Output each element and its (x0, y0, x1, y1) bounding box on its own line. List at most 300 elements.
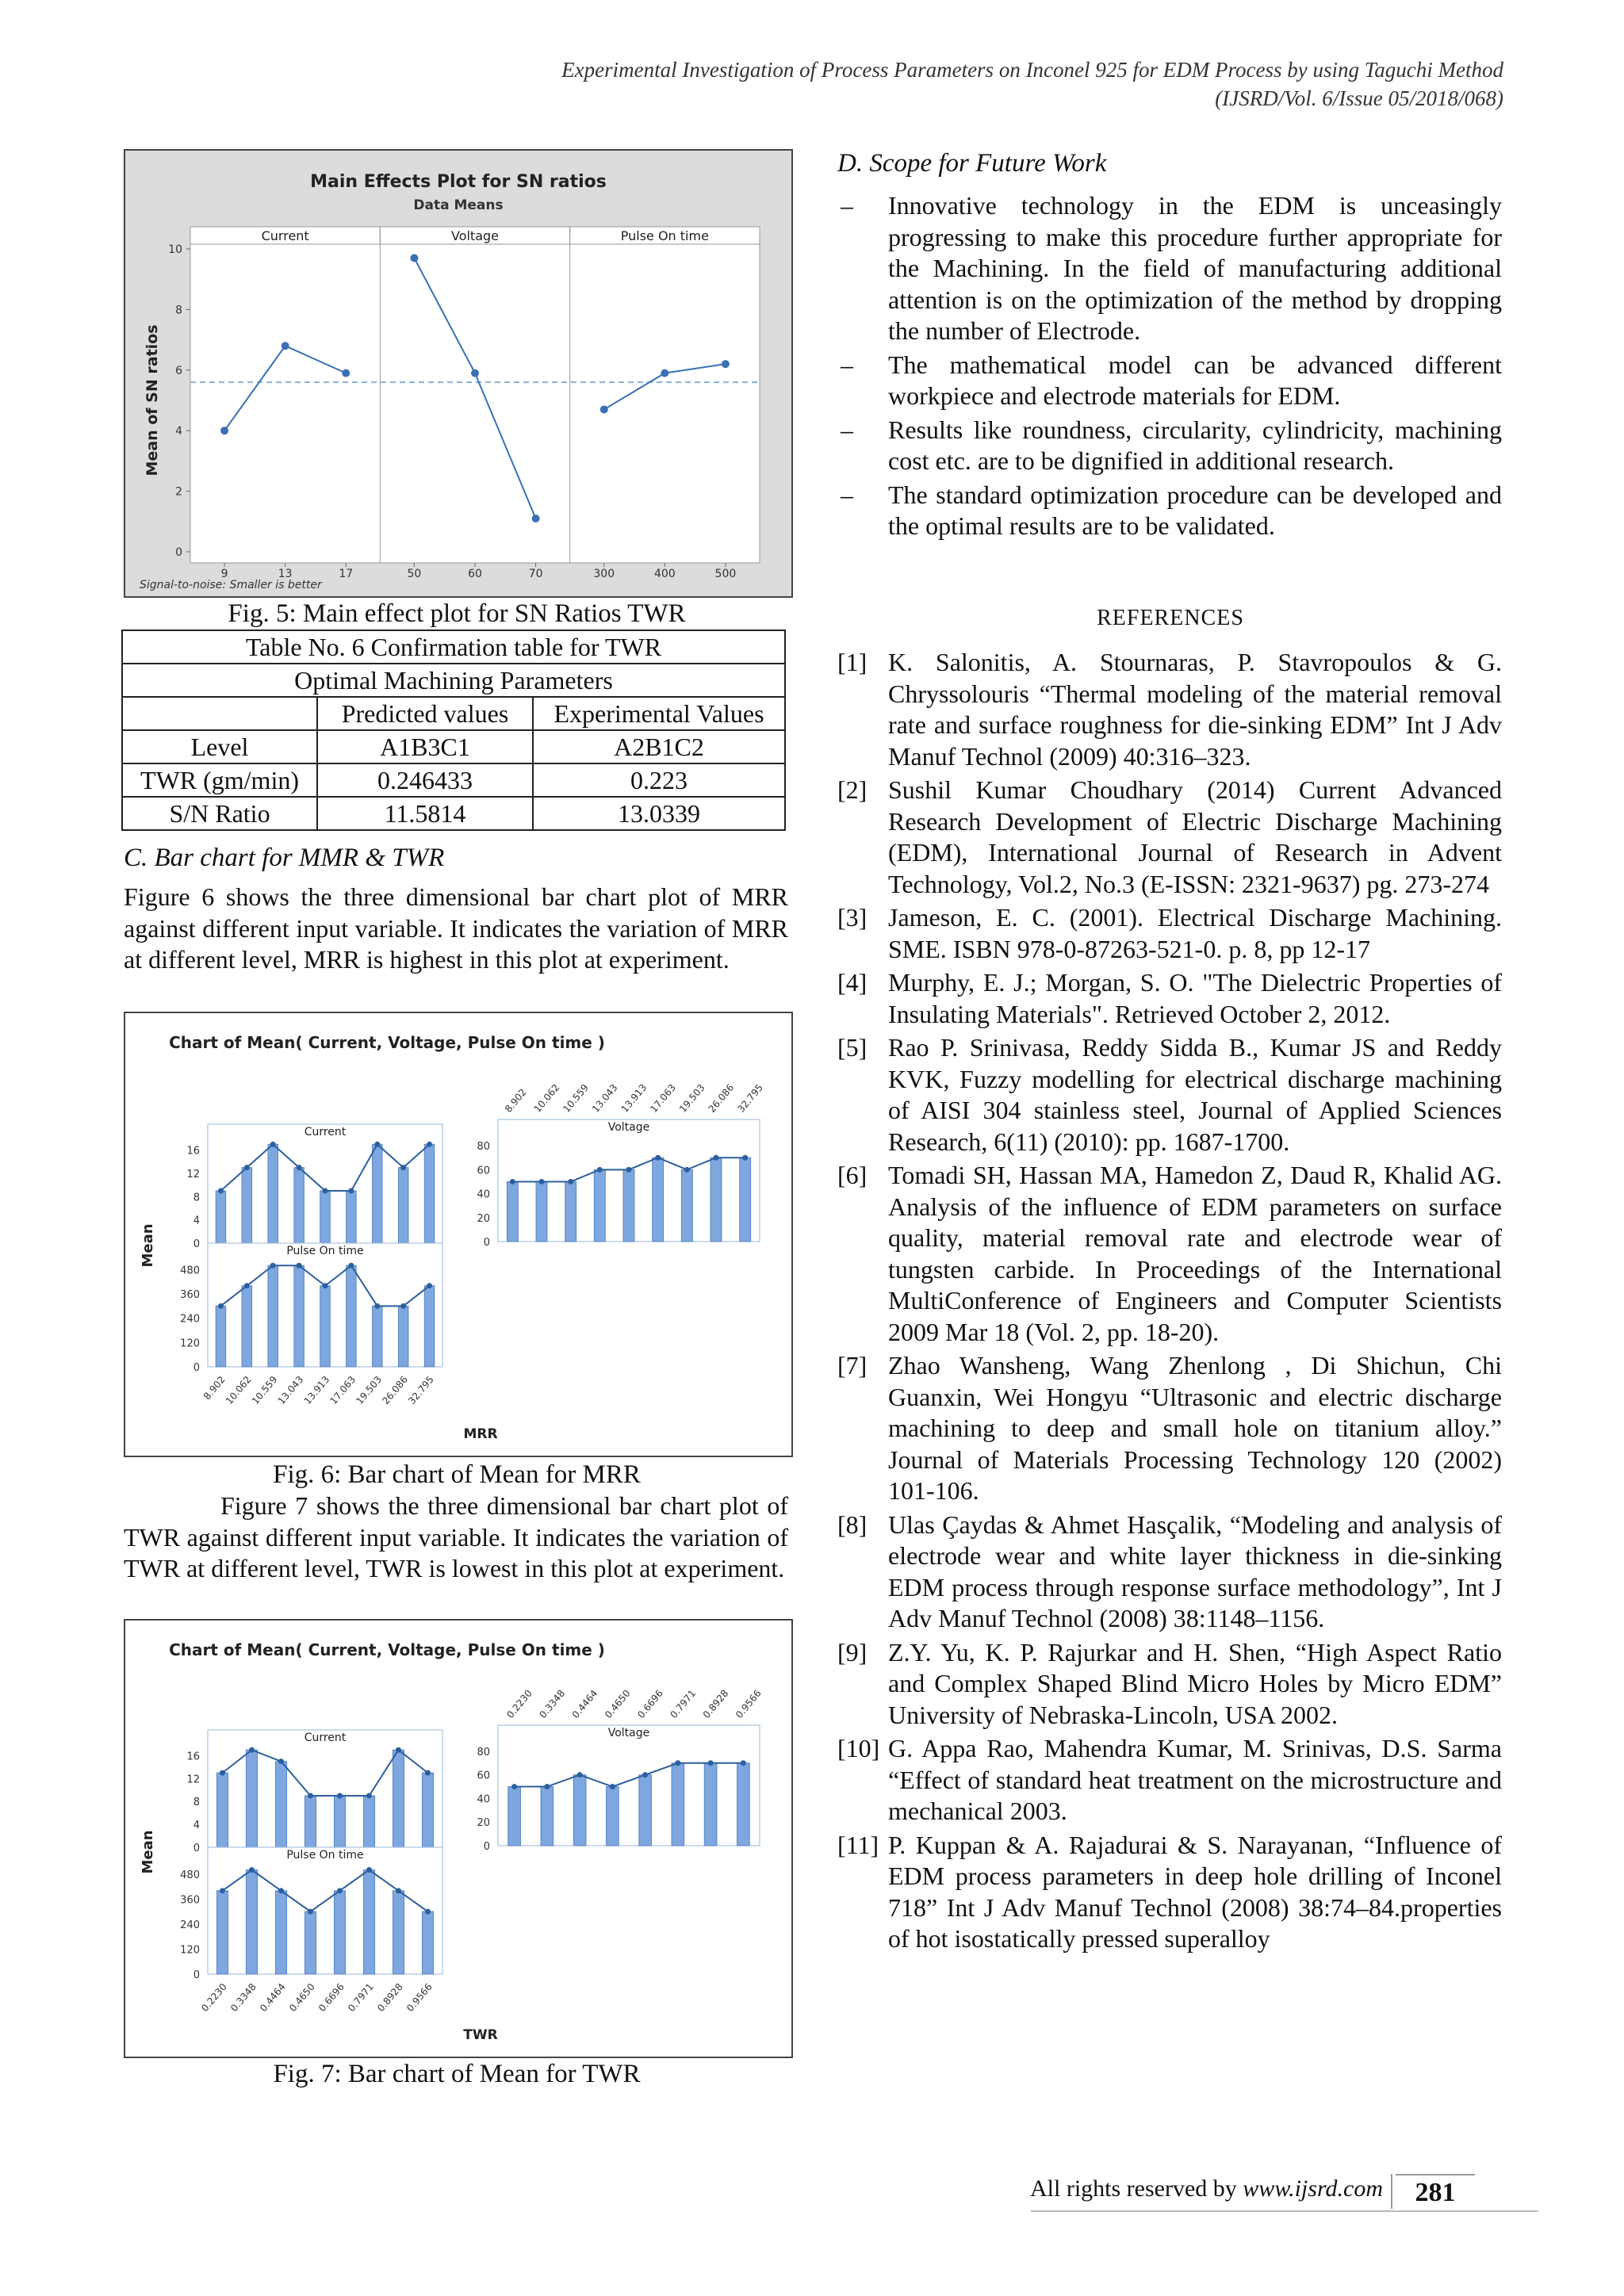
reference-text: Jameson, E. C. (2001). Electrical Discharge Machining. SME. ISBN 978-0-87263-521-0. p. 8, pp 12-17 (888, 903, 1502, 963)
y-tick-label: 2 (175, 485, 182, 499)
data-point (337, 1793, 343, 1799)
bar (275, 1891, 286, 1974)
y-tick-label: 80 (477, 1746, 490, 1758)
bar (639, 1775, 652, 1846)
y-tick-label: 16 (186, 1145, 200, 1158)
main-effects-plot (125, 151, 791, 596)
data-point (511, 1784, 517, 1789)
data-point (244, 1165, 250, 1170)
data-point (597, 1167, 603, 1173)
y-tick-label: 40 (477, 1188, 490, 1201)
x-tick-label: 19.503 (354, 1373, 385, 1407)
reference-text: P. Kuppan & A. Rajadurai & S. Narayanan, “Influence of EDM process parameters in deep hole drilling of Inconel 718” Int J Adv Manuf Technol (2008) 38:74–84.properties of hot isostatically pressed superalloy (888, 1830, 1502, 1953)
reference-text: Ulas Çaydas & Ahmet Hasçalik, “Modeling and analysis of electrode wear and white layer thickness in die-sinking EDM process through response surface methodology”, Int J Adv Manuf Technol (2008) 38:1148–1156. (888, 1510, 1502, 1632)
panel-label-current: Current (261, 228, 309, 243)
reference-number: [7] (837, 1351, 868, 1380)
data-point (297, 1165, 302, 1170)
data-point (308, 1793, 313, 1799)
reference-item (837, 1032, 1502, 1158)
data-point (323, 1188, 328, 1194)
bar (294, 1168, 304, 1243)
bar (216, 1891, 228, 1974)
x-tick-label: 17.063 (327, 1373, 358, 1407)
data-point (722, 360, 730, 368)
reference-item (837, 775, 1502, 900)
bar (422, 1773, 433, 1847)
reference-item (837, 1350, 1502, 1507)
reference-text: Zhao Wansheng, Wang Zhenlong , Di Shichun, Chi Guanxin, Wei Hongyu “Ultrasonic and electric discharge machining to deep and small hole on titanium alloy.” Journal of Materials Processing Technology 120 (2002) 101-106. (888, 1351, 1502, 1505)
x-tick-label-top: 10.559 (561, 1081, 591, 1115)
table-6 (121, 629, 786, 831)
reference-text: K. Salonitis, A. Stournaras, P. Stavropoulos & G. Chryssolouris “Thermal modeling of the material removal rate and surface roughness for die-sinking EDM” Int J Adv Manuf Technol (2009) 40:316–323. (888, 648, 1502, 771)
data-point (348, 1263, 354, 1269)
data-point (218, 1188, 224, 1194)
reference-text: G. Appa Rao, Mahendra Kumar, M. Srinivas, D.S. Sarma “Effect of standard heat treatment on the microstructure and mechanical 2003. (888, 1734, 1502, 1825)
x-tick-label-top: 0.3348 (537, 1687, 568, 1720)
data-point (297, 1263, 302, 1269)
data-point (427, 1142, 432, 1147)
y-tick-label: 0 (193, 1238, 200, 1250)
data-point (374, 1303, 380, 1309)
reference-text: Tomadi SH, Hassan MA, Hamedon Z, Daud R, Khalid AG. Analysis of the influence of EDM parameters on surface quality, material removal rate and electrode wear of tungsten carbide. In Proceedings of the International MultiConference of Engineers and Computer Scientists 2009 Mar 18 (Vol. 2, pp. 18-20). (888, 1161, 1502, 1346)
dash-marker: – (841, 415, 853, 444)
data-point (308, 1909, 313, 1915)
reference-item (837, 967, 1502, 1030)
data-point (684, 1167, 690, 1173)
x-tick-label-top: 10.062 (531, 1081, 562, 1115)
data-point (742, 1155, 748, 1161)
table-row (122, 763, 785, 797)
bar (424, 1286, 434, 1367)
data-point (655, 1155, 661, 1161)
list-item-text: The mathematical model can be advanced different workpiece and electrode materials for EDM. (888, 350, 1502, 410)
reference-item (837, 1160, 1502, 1348)
header-volume: (IJSRD/Vol. 6/Issue 05/2018/068) (1215, 86, 1503, 110)
x-tick-label: 10.062 (223, 1373, 254, 1407)
data-point (425, 1909, 431, 1915)
section-d-heading: D. Scope for Future Work (837, 149, 1107, 178)
y-tick-label: 80 (477, 1141, 490, 1154)
data-point (400, 1165, 406, 1170)
data-point (675, 1760, 680, 1766)
bar (594, 1169, 605, 1242)
bar (573, 1775, 586, 1846)
data-point (220, 1888, 225, 1893)
bar (294, 1265, 304, 1367)
bar (398, 1168, 408, 1243)
data-point (396, 1747, 401, 1753)
y-tick-label: 480 (180, 1265, 200, 1277)
chart-title: Chart of Mean( Current, Voltage, Pulse On time ) (169, 1640, 605, 1659)
list-item (837, 190, 1502, 347)
bar (347, 1191, 356, 1243)
x-tick-label-top: 0.7971 (668, 1687, 699, 1720)
bar (541, 1787, 553, 1846)
bar (242, 1286, 251, 1367)
data-point (539, 1179, 545, 1184)
reference-number: [8] (837, 1510, 868, 1539)
table-header-blank (122, 697, 317, 730)
figure-6 (124, 1012, 793, 1457)
reference-number: [1] (837, 648, 868, 676)
data-point (510, 1179, 515, 1184)
x-tick-label: 0.4464 (258, 1980, 288, 2015)
bar (216, 1773, 228, 1847)
data-point (282, 342, 289, 350)
y-tick-label: 0 (193, 1969, 200, 1981)
bar (320, 1286, 330, 1367)
chart-title: Chart of Mean( Current, Voltage, Pulse On time ) (169, 1033, 605, 1052)
dash-marker: – (841, 191, 853, 220)
list-item (837, 415, 1502, 477)
running-header (508, 55, 1503, 113)
x-tick-label: 10.559 (249, 1373, 280, 1407)
y-tick-label: 12 (186, 1774, 200, 1786)
y-tick-label: 40 (477, 1793, 490, 1806)
data-point (532, 515, 540, 522)
data-point (366, 1793, 372, 1799)
y-tick-label: 480 (180, 1869, 200, 1881)
x-tick-label-top: 8.902 (502, 1086, 529, 1115)
bar (373, 1306, 382, 1367)
x-tick-label: 0.9566 (404, 1980, 435, 2015)
references-list (837, 647, 1502, 1957)
y-tick-label: 8 (193, 1797, 200, 1809)
list-item-text: Innovative technology in the EDM is unceasingly progressing to make this procedure further appropriate for the Machining. In the field of manufacturing additional attention is on the optimization of the method by dropping the number of Electrode. (888, 191, 1502, 345)
table-row (122, 730, 785, 763)
y-tick-label: 120 (180, 1337, 200, 1350)
x-tick-label-top: 0.9566 (733, 1687, 764, 1720)
y-tick-label: 0 (483, 1237, 490, 1249)
y-tick-label: 0 (193, 1362, 200, 1374)
reference-item (837, 1510, 1502, 1635)
table-cell: 0.246433 (317, 763, 533, 797)
y-tick-label: 360 (180, 1894, 200, 1907)
reference-number: [11] (837, 1830, 879, 1859)
table-subtitle: Optimal Machining Parameters (122, 664, 785, 697)
data-point (374, 1142, 380, 1147)
footer-divider (1391, 2174, 1392, 2209)
table-cell: 13.0339 (533, 797, 785, 830)
bar (347, 1265, 356, 1367)
table-title: Table No. 6 Confirmation table for TWR (122, 630, 785, 664)
x-tick-label: 26.086 (380, 1373, 410, 1407)
data-point (220, 1770, 225, 1776)
y-tick-label: 4 (193, 1215, 200, 1227)
reference-item (837, 1830, 1502, 1955)
x-tick-label: 0.2230 (199, 1980, 229, 2015)
reference-text: Rao P. Srinivasa, Reddy Sidda B., Kumar JS and Reddy KVK, Fuzzy modelling for electrical discharge machining of AISI 304 stainless steel, Journal of Applied Sciences Research, 6(11) (2010): pp. 1687-1700. (888, 1033, 1502, 1156)
bar (268, 1144, 278, 1243)
panel-label-pulse-on-time: Pulse On time (620, 228, 709, 243)
x-tick-label: 500 (714, 568, 737, 580)
x-tick-label: 60 (468, 568, 482, 580)
bar (710, 1158, 722, 1242)
data-point (278, 1888, 284, 1893)
data-point (249, 1867, 255, 1873)
data-point (568, 1179, 573, 1184)
data-point (610, 1784, 615, 1789)
figure-7-caption: Fig. 7: Bar chart of Mean for TWR (273, 2060, 641, 2088)
data-point (425, 1770, 431, 1776)
dash-marker: – (841, 480, 853, 509)
bar (507, 1181, 518, 1242)
x-tick-label-top: 0.8928 (700, 1687, 731, 1720)
bar (334, 1796, 345, 1847)
x-tick-label: 70 (528, 568, 543, 580)
data-point (342, 369, 350, 377)
reference-number: [4] (837, 968, 868, 997)
reference-number: [3] (837, 903, 868, 932)
y-tick-label: 12 (186, 1169, 200, 1181)
y-tick-label: 360 (180, 1289, 200, 1301)
chart-subtitle: Data Means (413, 197, 504, 213)
table-cell: TWR (gm/min) (122, 763, 317, 797)
bar (246, 1750, 257, 1847)
bar (653, 1158, 664, 1242)
bar (672, 1763, 684, 1846)
x-tick-label: 32.795 (406, 1373, 436, 1407)
bar (393, 1891, 404, 1974)
data-point (270, 1263, 276, 1269)
data-point (741, 1760, 746, 1766)
reference-item (837, 902, 1502, 965)
y-tick-label: 240 (180, 1919, 200, 1931)
x-tick-label-top: 19.503 (676, 1081, 707, 1115)
y-tick-label: 10 (168, 243, 182, 256)
reference-item (837, 647, 1502, 772)
panel-label-current: Current (304, 1126, 347, 1138)
bar (275, 1762, 286, 1847)
bar (304, 1911, 316, 1974)
bar (704, 1763, 717, 1846)
bar (424, 1144, 434, 1243)
figure-6-caption: Fig. 6: Bar chart of Mean for MRR (273, 1460, 641, 1489)
figure-7 (124, 1619, 793, 2058)
x-tick-label-top: 13.043 (589, 1081, 620, 1115)
section-c-heading: C. Bar chart for MMR & TWR (124, 844, 445, 872)
chart-title: Main Effects Plot for SN ratios (310, 172, 607, 192)
data-point (626, 1167, 632, 1173)
bar-chart-mrr (125, 1013, 791, 1456)
x-tick-label: 13.913 (301, 1373, 332, 1407)
x-tick-label-top: 26.086 (706, 1081, 737, 1115)
y-tick-label: 120 (180, 1944, 200, 1957)
data-point (600, 405, 608, 413)
bar (607, 1787, 619, 1846)
bar (681, 1169, 692, 1242)
y-tick-label: 0 (175, 546, 182, 559)
data-point (471, 369, 479, 377)
x-tick-label-top: 0.6696 (635, 1687, 665, 1720)
panel-label-voltage: Voltage (607, 1727, 650, 1739)
x-tick-label: 50 (407, 568, 422, 580)
data-point (400, 1303, 406, 1309)
reference-number: [2] (837, 775, 868, 804)
bar (334, 1891, 345, 1974)
data-point (348, 1188, 354, 1194)
x-tick-label: 300 (593, 568, 615, 580)
page-number: 281 (1396, 2174, 1475, 2210)
plot-area (190, 227, 760, 563)
bar (740, 1158, 751, 1242)
y-axis-label: Mean (140, 1223, 156, 1268)
y-tick-label: 8 (193, 1192, 200, 1204)
footer-rule (1031, 2210, 1538, 2212)
y-tick-label: 16 (186, 1751, 200, 1763)
y-axis-label: Mean of SN ratios (144, 324, 161, 476)
x-axis-label: TWR (463, 2027, 498, 2043)
panel-label-pulse-on-time: Pulse On time (286, 1849, 364, 1862)
bar (242, 1168, 251, 1243)
table-cell: S/N Ratio (122, 797, 317, 830)
bar (623, 1169, 634, 1242)
bar (216, 1306, 225, 1367)
x-tick-label-top: 0.2230 (504, 1687, 534, 1720)
y-tick-label: 4 (193, 1820, 200, 1832)
data-point (366, 1867, 372, 1873)
data-point (714, 1155, 719, 1161)
data-point (396, 1888, 401, 1893)
table-cell: A2B1C2 (533, 730, 785, 763)
bar (304, 1796, 316, 1847)
table-header-experimental: Experimental Values (533, 697, 785, 730)
list-item (837, 480, 1502, 542)
x-tick-label-top: 0.4650 (602, 1687, 633, 1720)
bar (393, 1750, 404, 1847)
data-point (577, 1772, 583, 1777)
bar (536, 1181, 547, 1242)
panel-label-pulse-on-time: Pulse On time (286, 1245, 364, 1257)
bar (565, 1181, 576, 1242)
x-axis-label: MRR (463, 1426, 498, 1442)
data-point (661, 369, 668, 377)
reference-item (837, 1637, 1502, 1732)
y-tick-label: 20 (477, 1212, 490, 1225)
x-tick-label-top: 17.063 (648, 1081, 678, 1115)
bar (373, 1144, 382, 1243)
y-tick-label: 20 (477, 1817, 490, 1830)
data-point (544, 1784, 550, 1789)
reference-text: Sushil Kumar Choudhary (2014) Current Advanced Research Development of Electric Discharge Machining (EDM), International Journal of Research in Advent Technology, Vol.2, No.3 (E-ISSN: 2321-9637) pg. 273-274 (888, 775, 1502, 898)
x-tick-label-top: 13.913 (619, 1081, 649, 1115)
footer-rights-text: All rights reserved by (1030, 2175, 1243, 2202)
bar (398, 1306, 408, 1367)
x-tick-label: 400 (653, 568, 676, 580)
footer (1031, 2174, 1538, 2214)
reference-text: Z.Y. Yu, K. P. Rajurkar and H. Shen, “High Aspect Ratio and Complex Shaped Blind Micro Holes by Micro EDM” University of Nebraska-Lincoln, USA 2002. (888, 1637, 1502, 1729)
data-point (244, 1283, 250, 1288)
bar (216, 1191, 225, 1243)
panel-frame (498, 1725, 760, 1846)
x-tick-label-top: 0.4464 (569, 1687, 600, 1720)
panel-label-current: Current (304, 1732, 347, 1744)
table-cell: Level (122, 730, 317, 763)
x-tick-label: 9 (220, 568, 228, 580)
reference-number: [10] (837, 1734, 880, 1762)
header-title: Experimental Investigation of Process Parameters on Inconel 925 for EDM Process by using Taguchi Method (561, 58, 1503, 82)
table-header-predicted: Predicted values (317, 697, 533, 730)
list-item-text: Results like roundness, circularity, cylindricity, machining cost etc. are to be dignified in additional research. (888, 415, 1502, 475)
list-item (837, 350, 1502, 412)
table-row (122, 797, 785, 830)
y-tick-label: 4 (175, 425, 182, 438)
data-point (642, 1772, 648, 1777)
bar (422, 1911, 433, 1974)
reference-number: [6] (837, 1161, 868, 1189)
section-c-paragraph-1: Figure 6 shows the three dimensional bar chart plot of MRR against different input variable. It indicates the variation of MRR at different level, MRR is highest in this plot at experiment. (124, 882, 788, 974)
panel-frame (208, 1847, 442, 1974)
y-tick-label: 6 (175, 364, 182, 377)
y-tick-label: 60 (477, 1770, 490, 1782)
paragraph-text: Figure 7 shows the three dimensional bar chart plot of TWR against different input variable. It indicates the variation of TWR at different level, TWR is lowest in this plot at experiment. (124, 1491, 788, 1582)
y-axis-label: Mean (140, 1830, 156, 1874)
x-tick-label-top: 32.795 (735, 1081, 765, 1115)
bar (737, 1763, 750, 1846)
chart-footnote: Signal-to-noise: Smaller is better (140, 579, 322, 591)
table-cell: 0.223 (533, 763, 785, 797)
bar (363, 1870, 374, 1974)
x-tick-label: 8.902 (201, 1373, 228, 1402)
references-heading: REFERENCES (1097, 606, 1244, 630)
data-point (708, 1760, 714, 1766)
x-tick-label: 0.4650 (287, 1980, 317, 2015)
x-tick-label: 13 (278, 568, 293, 580)
figure-5-caption: Fig. 5: Main effect plot for SN Ratios TWR (228, 599, 686, 628)
bar (268, 1265, 278, 1367)
bar-chart-twr (125, 1621, 791, 2057)
panel-label-voltage: Voltage (450, 228, 500, 243)
x-tick-label: 0.7971 (346, 1980, 376, 2015)
data-point (249, 1747, 255, 1753)
reference-number: [5] (837, 1033, 868, 1062)
footer-rights (1030, 2175, 1383, 2202)
y-tick-label: 60 (477, 1165, 490, 1177)
bar (320, 1191, 330, 1243)
x-tick-label: 0.8928 (375, 1980, 405, 2015)
x-tick-label: 0.3348 (228, 1980, 259, 2015)
panel-label-voltage: Voltage (607, 1121, 650, 1134)
table-cell: A1B3C1 (317, 730, 533, 763)
x-tick-label: 13.043 (275, 1373, 306, 1407)
panel-frame (208, 1730, 442, 1847)
y-tick-label: 240 (180, 1313, 200, 1326)
data-point (218, 1303, 224, 1309)
data-point (323, 1283, 328, 1288)
reference-item (837, 1733, 1502, 1827)
data-point (427, 1283, 432, 1288)
y-tick-label: 8 (175, 304, 182, 317)
list-item-text: The standard optimization procedure can be developed and the optimal results are to be validated. (888, 480, 1502, 540)
reference-text: Murphy, E. J.; Morgan, S. O. "The Dielectric Properties of Insulating Materials". Retrieved October 2, 2012. (888, 968, 1502, 1028)
future-work-list (837, 190, 1502, 545)
dash-marker: – (841, 350, 853, 379)
table-cell: 11.5814 (317, 797, 533, 830)
data-point (278, 1758, 284, 1764)
figure-5 (124, 149, 793, 598)
footer-site-link[interactable]: www.ijsrd.com (1243, 2175, 1383, 2202)
data-point (270, 1142, 276, 1147)
y-tick-label: 0 (193, 1843, 200, 1854)
x-tick-label: 0.6696 (316, 1980, 347, 2015)
y-tick-label: 0 (483, 1841, 490, 1853)
x-tick-label: 17 (339, 568, 354, 580)
section-c-paragraph-2 (124, 1490, 788, 1585)
bar (508, 1787, 521, 1846)
data-point (410, 254, 418, 262)
bar (246, 1870, 257, 1974)
reference-number: [9] (837, 1637, 868, 1667)
